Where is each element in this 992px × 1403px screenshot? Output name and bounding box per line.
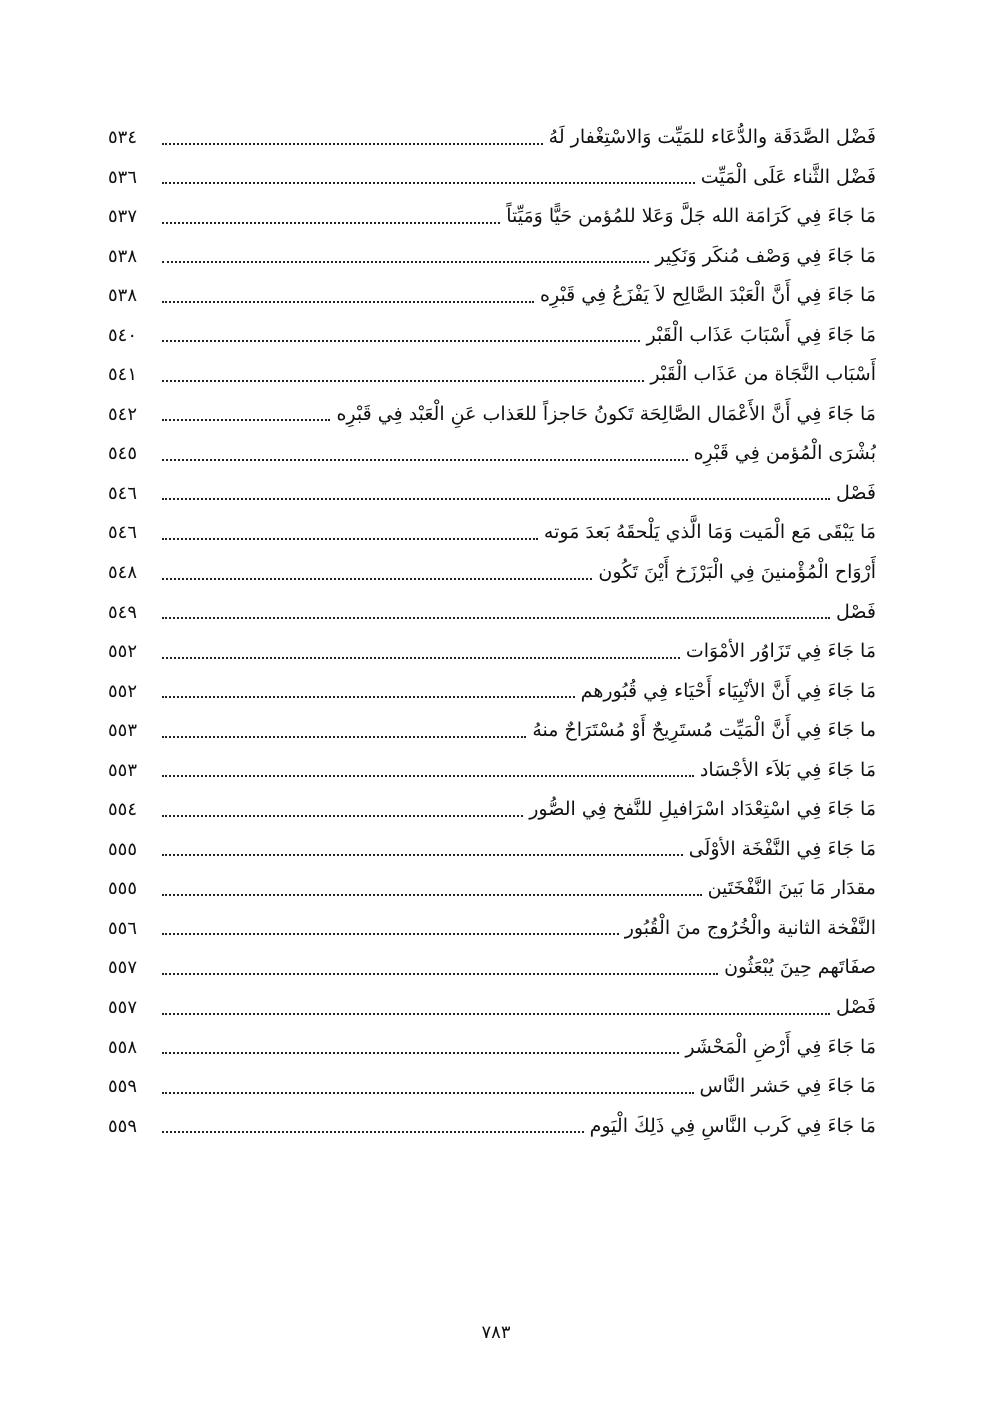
toc-entry	[108, 869, 876, 909]
toc-entry	[108, 513, 876, 553]
dot-leader	[162, 538, 538, 540]
dot-leader	[162, 736, 526, 738]
toc-entry-title: مَا جَاءَ فِي أَنَّ الْعَبْدَ الصَّالِح لاَ يَفْزَعُ فِي قَبْرِه	[540, 284, 876, 307]
toc-entry-page: ٥٤٨	[108, 562, 138, 584]
dot-leader	[162, 815, 523, 817]
toc-entry-title: فَضْل الثَّناء عَلَى الْمَيِّت	[700, 165, 876, 188]
dot-leader	[162, 459, 688, 461]
toc-entry-page: ٥٥٣	[108, 759, 138, 781]
toc-entry-page: ٥٣٨	[108, 245, 138, 267]
dot-leader	[162, 182, 695, 184]
toc-entry	[108, 790, 876, 830]
dot-leader	[162, 894, 702, 896]
toc-entry	[108, 1028, 876, 1068]
toc-entry-page: ٥٥٦	[108, 917, 138, 939]
toc-entry-page: ٥٣٧	[108, 206, 138, 228]
toc-entry-title: فَصْل	[836, 600, 876, 623]
toc-entry-page: ٥٥٢	[108, 680, 138, 702]
toc-entry-page: ٥٥٥	[108, 878, 138, 900]
toc-entry	[108, 632, 876, 672]
toc-entry	[108, 355, 876, 395]
toc-entry	[108, 909, 876, 949]
toc-entry-title: النَّفْخة الثانية والْخُرُوج منَ الْقُبُور	[624, 916, 876, 939]
toc-entry	[108, 1107, 876, 1147]
toc-entry	[108, 988, 876, 1028]
toc-entry-title: فَضْل الصَّدَقَة والدُّعَاء للمَيِّت وَالاسْتِغْفار لَهُ	[548, 126, 876, 148]
toc-entry-page: ٥٥٤	[108, 799, 138, 821]
toc-entry-title: مَا جَاءَ فِي كَرَامَة الله جَلَّ وَعَلا للمُؤمن حَيًّا وَمَيِّتاً	[506, 205, 876, 228]
toc-entry-title: أَرْوَاح الْمُؤْمنينَ فِي الْبَرْزَخ أَيْنَ تَكُون	[598, 561, 876, 584]
toc-entry-title: مَا جَاءَ فِي أَنَّ الأنْبِيَاء أَحْيَاء فِي قُبُورهم	[580, 679, 876, 702]
toc-entry-page: ٥٣٤	[108, 127, 138, 148]
toc-entry	[108, 830, 876, 870]
toc-entry-page: ٥٣٦	[108, 166, 138, 188]
toc-entry	[108, 672, 876, 712]
toc-entry-title: مَا يَبْقَى مَع الْمَيت وَمَا الَّذي يَلْحقَهُ بَعدَ مَوته	[543, 521, 876, 544]
dot-leader	[162, 775, 694, 777]
page-number: ٧٨٣	[481, 1322, 511, 1343]
toc-entry-title: مَا جَاءَ فِي كَرب النَّاسِ فِي ذَلِكَ الْيَوم	[589, 1114, 876, 1137]
dot-leader	[162, 696, 575, 698]
toc-entry	[108, 118, 876, 158]
toc-entry-title: فَصْل	[836, 481, 876, 504]
dot-leader	[162, 222, 500, 224]
toc-entry	[108, 1067, 876, 1107]
toc-entry-title: ما جَاءَ فِي أَنَّ الْمَيِّت مُستَرِيحٌ أَوْ مُسْتَرَاحٌ منهُ	[532, 719, 876, 742]
toc-entry-page: ٥٤١	[108, 364, 138, 386]
toc-entry-page: ٥٤٩	[108, 601, 138, 623]
toc-entry	[108, 711, 876, 751]
toc-entry-page: ٥٥٢	[108, 641, 138, 663]
toc-entry-title: مَا جَاءَ فِي النَّفْخَة الأوْلَى	[688, 837, 876, 860]
dot-leader	[162, 1052, 679, 1054]
toc-entry	[108, 197, 876, 237]
dot-leader	[162, 1131, 584, 1133]
toc-entry	[108, 158, 876, 198]
toc-entry-title: مَا جَاءَ فِي تَزَاوُر الأمْوَات	[685, 640, 876, 663]
toc-entry-page: ٥٤٢	[108, 403, 138, 425]
toc-entry-title: أَسْبَاب النَّجَاة من عَذَاب الْقَبْر	[650, 363, 876, 386]
toc-entry-title: مَا جَاءَ فِي بَلاَء الأجْسَاد	[699, 758, 876, 781]
toc-entry-page: ٥٤٦	[108, 482, 138, 504]
toc-entry-page: ٥٥٧	[108, 997, 138, 1019]
dot-leader	[162, 1013, 830, 1015]
toc-entry-title: مَا جَاءَ فِي اسْتِعْدَاد اسْرَافيلِ للنَّفخ فِي الصُّور	[529, 798, 876, 821]
dot-leader	[162, 617, 830, 619]
dot-leader	[162, 419, 330, 421]
toc-entry	[108, 553, 876, 593]
toc-entry-page: ٥٥٧	[108, 957, 138, 979]
toc-entry-title: مَا جَاءَ فِي أَسْبَابَ عَذَاب الْقَبْر	[646, 323, 876, 346]
toc-entry-title: بُشْرَى الْمُؤمن فِي قَبْرِه	[693, 442, 876, 465]
toc-entry-page: ٥٣٨	[108, 285, 138, 307]
dot-leader	[162, 498, 830, 500]
toc-entry	[108, 948, 876, 988]
table-of-contents	[108, 118, 876, 1146]
toc-entry-page: ٥٥٩	[108, 1076, 138, 1098]
dot-leader	[162, 657, 680, 659]
toc-entry-page: ٥٤٠	[108, 324, 138, 346]
toc-entry-title: فَصْل	[836, 996, 876, 1019]
toc-entry-title: مَا جَاءَ فِي أَنَّ الأَعْمَال الصَّالِحَة تَكونُ حَاجزاً للعَذاب عَنِ الْعَبْد فِي قَبْرِه	[336, 402, 876, 425]
dot-leader	[162, 143, 543, 145]
toc-entry	[108, 751, 876, 791]
toc-entry	[108, 395, 876, 435]
dot-leader	[162, 973, 718, 975]
dot-leader	[162, 578, 592, 580]
toc-entry	[108, 474, 876, 514]
toc-entry	[108, 593, 876, 633]
toc-entry-page: ٥٥٨	[108, 1036, 138, 1058]
toc-entry-title: صفَاتَهم حِينَ يُبْعَثُون	[724, 956, 876, 979]
toc-entry-page: ٥٥٣	[108, 720, 138, 742]
toc-entry	[108, 434, 876, 474]
toc-entry	[108, 237, 876, 277]
dot-leader	[162, 933, 619, 935]
toc-entry-page: ٥٥٩	[108, 1115, 138, 1137]
dot-leader	[162, 1092, 694, 1094]
toc-entry-title: مَا جَاءَ فِي حَشر النَّاس	[699, 1075, 876, 1098]
dot-leader	[162, 340, 640, 342]
toc-entry-page: ٥٤٦	[108, 522, 138, 544]
toc-entry-page: ٥٤٥	[108, 443, 138, 465]
toc-entry-title: مَا جَاءَ فِي وَصْف مُنكَر وَنَكِير	[655, 244, 876, 267]
dot-leader	[162, 854, 683, 856]
toc-entry-title: مقدَار مَا بَينَ النَّفْخَتَين	[707, 877, 876, 900]
toc-entry-title: مَا جَاءَ فِي أَرْضِ الْمَحْشَر	[685, 1035, 876, 1058]
toc-entry-page: ٥٥٥	[108, 838, 138, 860]
dot-leader	[162, 301, 534, 303]
toc-entry	[108, 276, 876, 316]
dot-leader	[162, 380, 644, 382]
dot-leader	[162, 261, 649, 263]
toc-entry	[108, 316, 876, 356]
